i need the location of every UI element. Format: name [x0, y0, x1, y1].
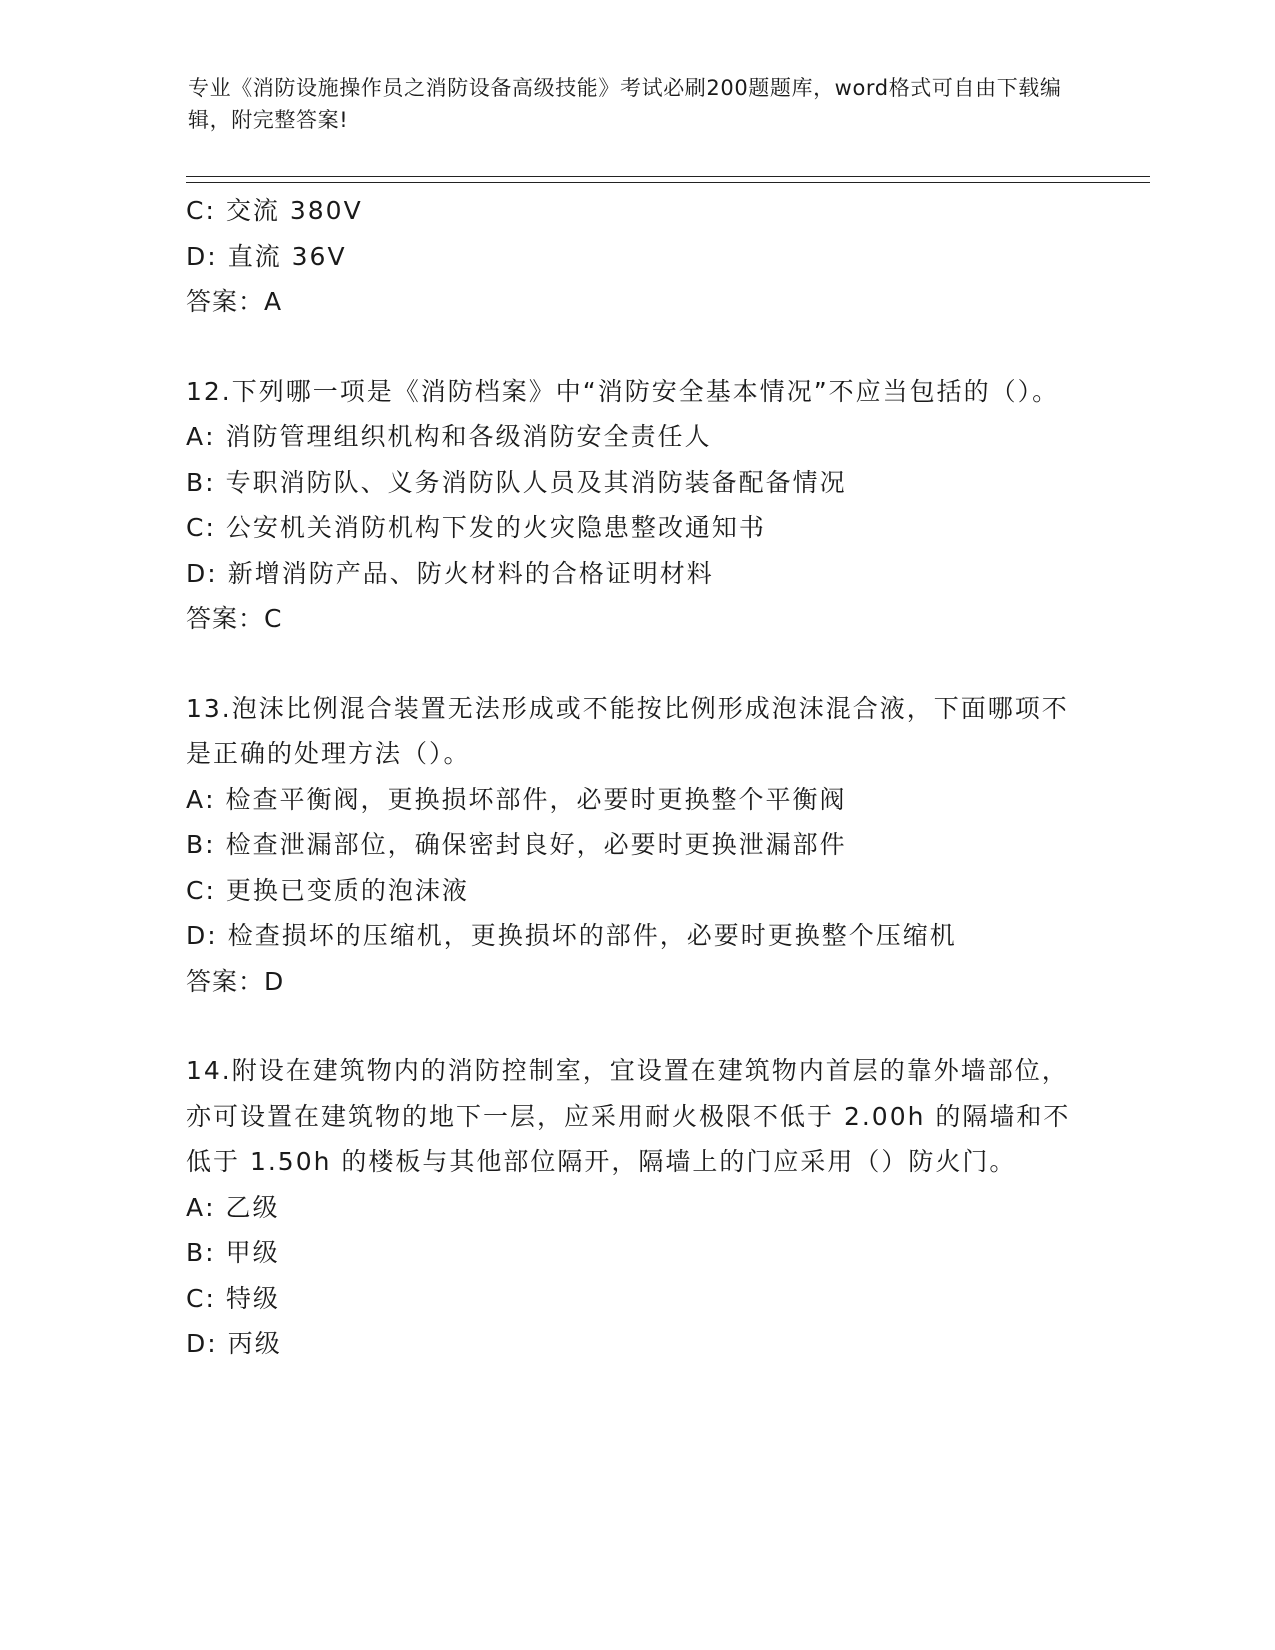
- option-text: 丙级: [227, 1329, 282, 1358]
- question-text: 12.下列哪一项是《消防档案》中“消防安全基本情况”不应当包括的（）。: [186, 376, 1060, 406]
- option-text: 更换已变质的泡沫液: [225, 875, 469, 905]
- option-text: 交流 380V: [225, 196, 363, 225]
- header-divider: [186, 176, 1150, 183]
- question-12: [186, 369, 1086, 642]
- option-d: D: 新增消防产品、防火材料的合格证明材料: [186, 558, 714, 588]
- option-text: 检查泄漏部位，确保密封良好，必要时更换泄漏部件: [225, 830, 847, 859]
- option-text: 专职消防队、义务消防队人员及其消防装备配备情况: [225, 467, 847, 497]
- option-text: 公安机关消防机构下发的火灾隐患整改通知书: [225, 513, 766, 542]
- option-b: B: 甲级: [186, 1238, 280, 1267]
- option-a: A: 检查平衡阀，更换损坏部件，必要时更换整个平衡阀: [186, 784, 847, 814]
- option-text: 特级: [225, 1283, 280, 1313]
- option-text: 消防管理组织机构和各级消防安全责任人: [225, 422, 712, 451]
- question-text: 13.泡沫比例混合装置无法形成或不能按比例形成泡沫混合液，下面哪项不是正确的处理方法（）。: [186, 693, 1069, 768]
- option-text: 检查损坏的压缩机，更换损坏的部件，必要时更换整个压缩机: [227, 921, 957, 950]
- option-b: B: 检查泄漏部位，确保密封良好，必要时更换泄漏部件: [186, 830, 847, 859]
- option-text: 检查平衡阀，更换损坏部件，必要时更换整个平衡阀: [225, 784, 847, 814]
- option-c: C: 交流 380V: [186, 196, 363, 225]
- option-text: 新增消防产品、防火材料的合格证明材料: [227, 558, 714, 588]
- option-b: B: 专职消防队、义务消防队人员及其消防装备配备情况: [186, 467, 847, 497]
- question-14: [186, 1048, 1086, 1367]
- answer-line: 答案：C: [186, 604, 283, 633]
- option-d: D: 直流 36V: [186, 241, 347, 271]
- option-text: 直流 36V: [227, 241, 347, 271]
- option-a: A: 乙级: [186, 1192, 280, 1222]
- option-text: 甲级: [225, 1238, 280, 1267]
- document-body: [186, 188, 1086, 1367]
- option-d: D: 丙级: [186, 1329, 282, 1358]
- option-c: C: 特级: [186, 1283, 280, 1313]
- answer-line: 答案：A: [186, 287, 283, 316]
- page-header: 专业《消防设施操作员之消防设备高级技能》考试必刷200题题库，word格式可自由下载编辑，附完整答案!: [188, 76, 1062, 132]
- previous-question-tail: [186, 188, 1086, 325]
- option-c: C: 更换已变质的泡沫液: [186, 875, 469, 905]
- question-text: 14.附设在建筑物内的消防控制室，宜设置在建筑物内首层的靠外墙部位，亦可设置在建筑物的地下一层，应采用耐火极限不低于 2.00h 的隔墙和不低于 1.50h 的楼板与其他部位隔开，隔墙上的门应采用（）防火门。: [186, 1056, 1071, 1176]
- option-text: 乙级: [225, 1192, 280, 1222]
- question-13: [186, 686, 1086, 1005]
- option-a: A: 消防管理组织机构和各级消防安全责任人: [186, 422, 712, 451]
- option-c: C: 公安机关消防机构下发的火灾隐患整改通知书: [186, 513, 766, 542]
- option-d: D: 检查损坏的压缩机，更换损坏的部件，必要时更换整个压缩机: [186, 921, 957, 950]
- answer-line: 答案：D: [186, 966, 285, 996]
